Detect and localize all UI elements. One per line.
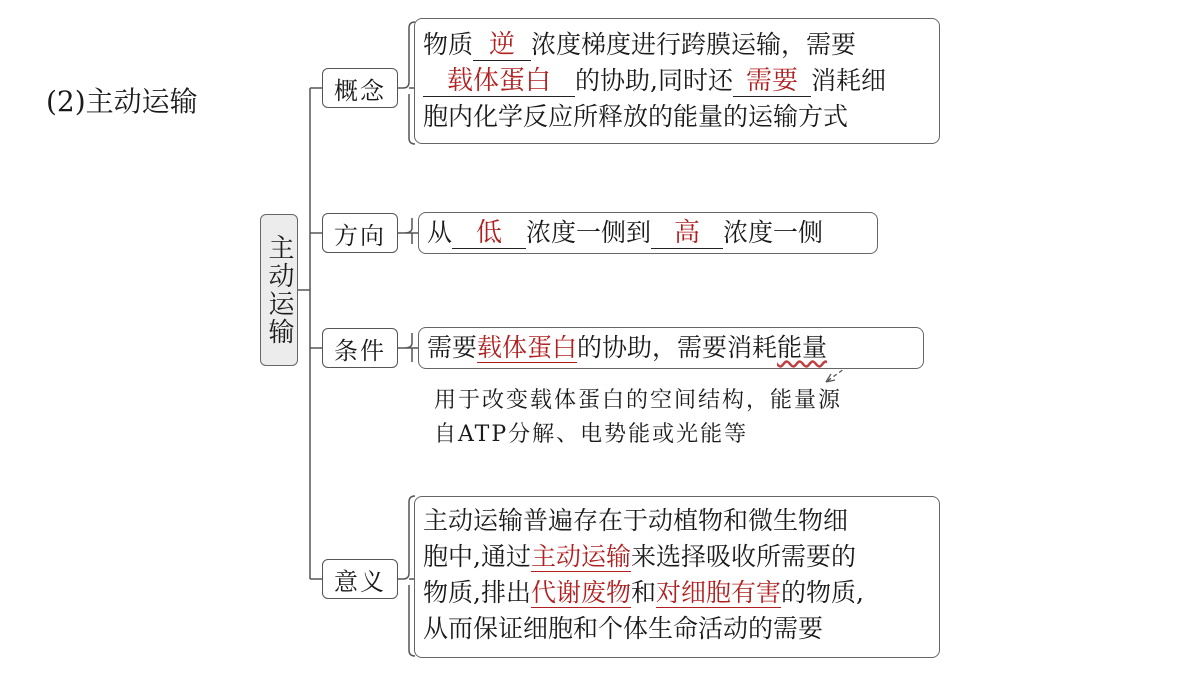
- significance-line-4: [423, 611, 931, 647]
- brace-condition: [398, 333, 418, 362]
- significance-text: 的物质,: [781, 578, 864, 607]
- direction-answer-blank: 高: [651, 218, 723, 249]
- annotation-line-2: 自ATP分解、电势能或光能等: [434, 422, 749, 447]
- concept-text: 胞内化学反应所释放的能量的运输方式: [423, 102, 849, 131]
- condition-highlight: 载体蛋白: [477, 333, 578, 362]
- root-node: [260, 214, 298, 366]
- content-box-condition: [418, 327, 924, 369]
- significance-highlight: 对细胞有害: [655, 578, 781, 607]
- content-box-concept: [414, 18, 940, 144]
- significance-line-3: [423, 575, 931, 611]
- root-node-label: 主动运输: [264, 234, 294, 346]
- content-box-significance: [414, 496, 940, 658]
- brace-direction: [398, 218, 418, 244]
- annotation-line-1: 用于改变载体蛋白的空间结构，能量源: [434, 388, 843, 413]
- concept-answer-blank: 需要: [733, 66, 811, 97]
- branch-node-condition: [322, 328, 398, 368]
- annotation-note: [434, 384, 842, 452]
- significance-text: 从而保证细胞和个体生命活动的需要: [423, 614, 824, 643]
- concept-line-3: [423, 99, 931, 135]
- brace-significance: [398, 496, 415, 656]
- significance-line-1: [423, 503, 931, 539]
- section-title: (2)主动运输: [46, 85, 198, 118]
- content-box-direction: [418, 212, 878, 254]
- concept-text: 的协助,同时还: [575, 66, 733, 95]
- condition-text: 需要: [427, 333, 478, 362]
- significance-highlight: 代谢废物: [530, 578, 631, 607]
- direction-line: [427, 215, 869, 251]
- significance-text: 来选择吸收所需要的: [630, 542, 856, 571]
- brace-concept: [398, 22, 415, 144]
- concept-line-1: [423, 27, 931, 63]
- concept-line-2: [423, 63, 931, 99]
- condition-wavy-term: 能量: [777, 333, 828, 362]
- branch-node-significance: [322, 559, 398, 599]
- significance-line-2: [423, 539, 931, 575]
- significance-text: 物质,排出: [423, 578, 531, 607]
- branch-label-significance: 意义: [334, 567, 386, 596]
- direction-answer-blank: 低: [452, 218, 526, 249]
- concept-text: 物质: [423, 30, 474, 59]
- direction-text: 浓度一侧到: [526, 218, 652, 247]
- condition-line: [427, 330, 915, 366]
- concept-text: 消耗细: [810, 66, 886, 95]
- concept-answer-blank: 载体蛋白: [423, 66, 575, 97]
- concept-text: 浓度梯度进行跨膜运输，需要: [531, 30, 857, 59]
- branch-node-direction: [322, 213, 398, 253]
- branch-label-condition: 条件: [334, 336, 386, 365]
- significance-highlight: 主动运输: [530, 542, 631, 571]
- significance-text: 主动运输普遍存在于动植物和微生物细: [423, 506, 849, 535]
- significance-text: 和: [630, 578, 656, 607]
- concept-answer-blank: 逆: [473, 30, 531, 61]
- condition-text: 的协助，需要消耗: [577, 333, 778, 362]
- direction-text: 浓度一侧: [723, 218, 824, 247]
- direction-text: 从: [427, 218, 453, 247]
- branch-label-concept: 概念: [334, 76, 386, 105]
- significance-text: 胞中,通过: [423, 542, 531, 571]
- branch-node-concept: [322, 68, 398, 108]
- branch-label-direction: 方向: [334, 221, 386, 250]
